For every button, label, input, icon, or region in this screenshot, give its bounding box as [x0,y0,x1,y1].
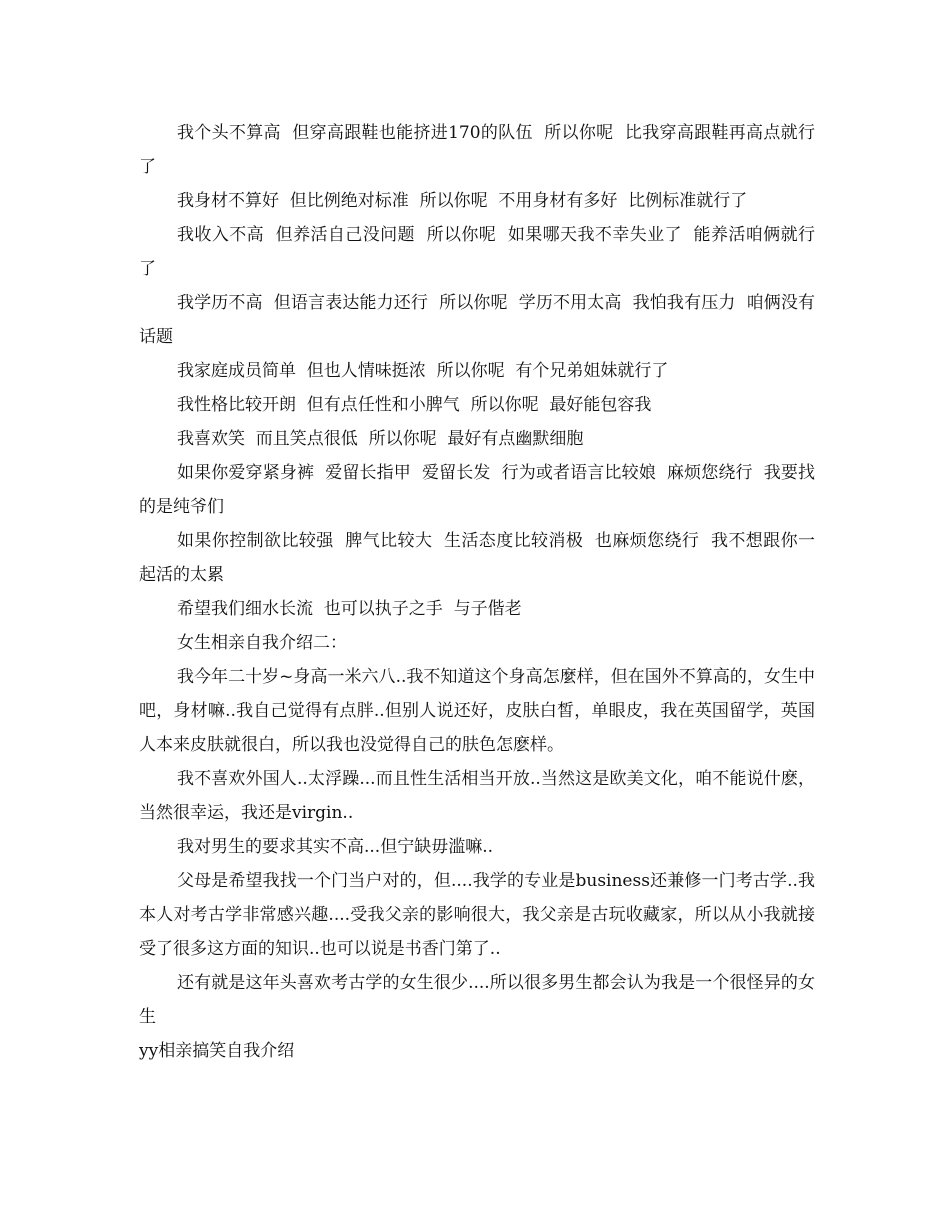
paragraph-13: 我不喜欢外国人..太浮躁...而且性生活相当开放..当然这是欧美文化，咱不能说什麽，当然很幸运，我还是virgin.. [139,769,815,823]
paragraph-14: 我对男生的要求其实不高...但宁缺毋滥嘛.. [177,837,494,857]
paragraph-4: 我学历不高 但语言表达能力还行 所以你呢 学历不用太高 我怕我有压力 咱俩没有话题 [139,293,815,347]
paragraph-15: 父母是希望我找一个门当户对的，但....我学的专业是business还兼修一门考古学..我本人对考古学非常感兴趣....受我父亲的影响很大，我父亲是古玩收藏家，所以从小我就接受了很多这方面的知识..也可以说是书香门第了.. [139,871,815,959]
paragraph-10: 希望我们细水长流 也可以执子之手 与子偕老 [177,599,522,619]
paragraph-16: 还有就是这年头喜欢考古学的女生很少....所以很多男生都会认为我是一个很怪异的女生 [139,973,815,1027]
paragraph-2: 我身材不算好 但比例绝对标准 所以你呢 不用身材有多好 比例标准就行了 [177,191,748,211]
paragraph-3: 我收入不高 但养活自己没问题 所以你呢 如果哪天我不幸失业了 能养活咱俩就行了 [139,225,815,279]
paragraph-9: 如果你控制欲比较强 脾气比较大 生活态度比较消极 也麻烦您绕行 我不想跟你一起活的太累 [139,531,815,585]
paragraph-12: 我今年二十岁~身高一米六八..我不知道这个身高怎麼样，但在国外不算高的，女生中吧，身材嘛..我自己觉得有点胖..但别人说还好，皮肤白皙，单眼皮，我在英国留学，英国人本来皮肤就很白，所以我也没觉得自己的肤色怎麽样。 [139,667,815,755]
document-body [139,116,815,1068]
section-heading: 女生相亲自我介绍二： [177,633,347,653]
footer-title: yy相亲搞笑自我介绍 [139,1041,295,1061]
paragraph-8: 如果你爱穿紧身裤 爱留长指甲 爱留长发 行为或者语言比较娘 麻烦您绕行 我要找的是纯爷们 [139,463,815,517]
paragraph-7: 我喜欢笑 而且笑点很低 所以你呢 最好有点幽默细胞 [177,429,584,449]
paragraph-5: 我家庭成员简单 但也人情味挺浓 所以你呢 有个兄弟姐妹就行了 [177,361,669,381]
paragraph-1: 我个头不算高 但穿高跟鞋也能挤进170的队伍 所以你呢 比我穿高跟鞋再高点就行了 [139,123,815,177]
paragraph-6: 我性格比较开朗 但有点任性和小脾气 所以你呢 最好能包容我 [177,395,652,415]
